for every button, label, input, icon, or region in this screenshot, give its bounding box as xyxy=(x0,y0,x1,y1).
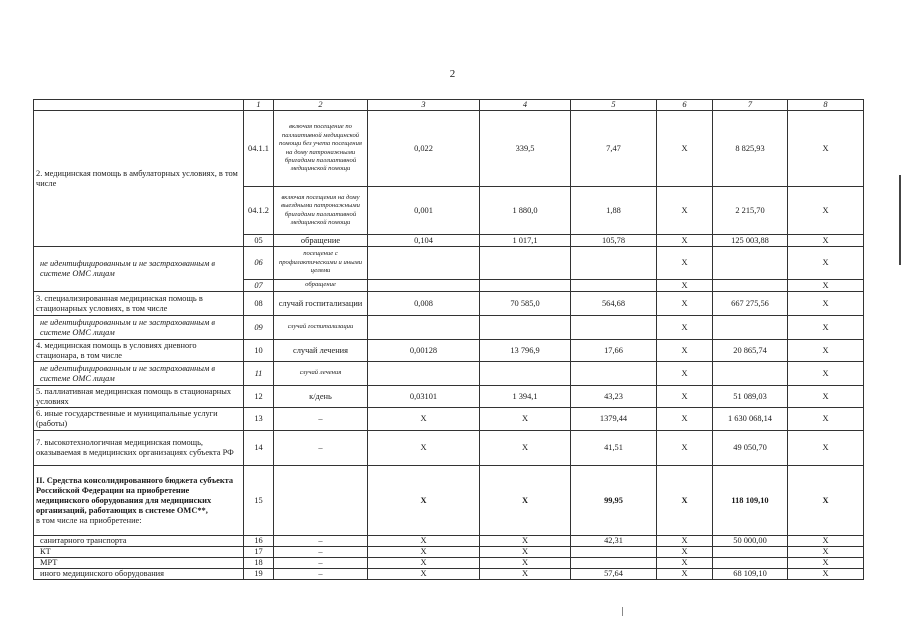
cell: Х xyxy=(368,431,480,466)
table-row xyxy=(34,536,864,547)
cell: Х xyxy=(788,280,864,292)
row-unit: – xyxy=(274,408,368,431)
table-row xyxy=(34,558,864,569)
table-row xyxy=(34,111,864,187)
row-label: санитарного транспорта xyxy=(34,536,244,547)
cell: 41,51 xyxy=(571,431,657,466)
row-code: 14 xyxy=(244,431,274,466)
cell: 1 394,1 xyxy=(480,386,571,408)
cell: Х xyxy=(788,247,864,280)
cell xyxy=(480,362,571,386)
row-code: 16 xyxy=(244,536,274,547)
cell: Х xyxy=(788,547,864,558)
cell: 20 865,74 xyxy=(713,340,788,362)
cell: Х xyxy=(657,187,713,235)
cell: Х xyxy=(657,408,713,431)
row-unit: случай лечения xyxy=(274,340,368,362)
cell: 50 000,00 xyxy=(713,536,788,547)
cell xyxy=(713,280,788,292)
cell: Х xyxy=(368,547,480,558)
row-unit: посещение с профилактическими и иными целями xyxy=(274,247,368,280)
cell: 0,03101 xyxy=(368,386,480,408)
cell xyxy=(571,280,657,292)
cell: 57,64 xyxy=(571,569,657,580)
cell: 118 109,10 xyxy=(713,466,788,536)
cell: Х xyxy=(788,431,864,466)
table-row xyxy=(34,408,864,431)
cell: Х xyxy=(368,408,480,431)
cell xyxy=(713,547,788,558)
section-subtitle: в том числе на приобретение: xyxy=(36,515,142,525)
cell: Х xyxy=(480,466,571,536)
cell: 564,68 xyxy=(571,292,657,316)
cell: 1379,44 xyxy=(571,408,657,431)
cell xyxy=(368,316,480,340)
cell: Х xyxy=(788,362,864,386)
row-unit: включая посещения на дому выездными патронажными бригадами паллиативной медицинской помощи xyxy=(274,187,368,235)
cell: 13 796,9 xyxy=(480,340,571,362)
cell: Х xyxy=(788,316,864,340)
table-row xyxy=(34,340,864,362)
cell: 0,008 xyxy=(368,292,480,316)
header-cell: 3 xyxy=(368,100,480,111)
cell: 0,104 xyxy=(368,235,480,247)
row-code: 18 xyxy=(244,558,274,569)
cell xyxy=(571,362,657,386)
cell xyxy=(713,362,788,386)
cell: Х xyxy=(788,558,864,569)
row-label: иного медицинского оборудования xyxy=(34,569,244,580)
cell: 105,78 xyxy=(571,235,657,247)
row-label: 7. высокотехнологичная медицинская помощь, оказываемая в медицинских организациях субъекта РФ xyxy=(34,431,244,466)
cell: Х xyxy=(480,408,571,431)
header-cell: 2 xyxy=(274,100,368,111)
cell: Х xyxy=(657,558,713,569)
row-code: 07 xyxy=(244,280,274,292)
cell: 0,001 xyxy=(368,187,480,235)
header-row xyxy=(34,100,864,111)
cell: 17,66 xyxy=(571,340,657,362)
cell: 42,31 xyxy=(571,536,657,547)
row-code: 10 xyxy=(244,340,274,362)
cell: 51 089,03 xyxy=(713,386,788,408)
cell: 1 017,1 xyxy=(480,235,571,247)
row-code: 19 xyxy=(244,569,274,580)
cell: 339,5 xyxy=(480,111,571,187)
page-number: 2 xyxy=(449,68,456,80)
cell: Х xyxy=(788,466,864,536)
table-row xyxy=(34,569,864,580)
cell: 43,23 xyxy=(571,386,657,408)
cell: Х xyxy=(657,536,713,547)
row-label xyxy=(34,466,244,536)
cell: 2 215,70 xyxy=(713,187,788,235)
row-label: 2. медицинская помощь в амбулаторных условиях, в том числе xyxy=(34,111,244,247)
cell xyxy=(368,362,480,386)
row-unit: к/день xyxy=(274,386,368,408)
cell: Х xyxy=(788,292,864,316)
cell: Х xyxy=(657,247,713,280)
cell xyxy=(480,316,571,340)
section-title: II. Средства консолидированного бюджета субъекта Российской Федерации на приобретение медицинского оборудования для медицинских организаций, работающих в системе ОМС**, xyxy=(36,475,234,515)
cell: Х xyxy=(788,340,864,362)
cell: Х xyxy=(657,292,713,316)
cell: 99,95 xyxy=(571,466,657,536)
row-unit: случай госпитализации xyxy=(274,292,368,316)
header-cell: 1 xyxy=(244,100,274,111)
table-row xyxy=(34,362,864,386)
cell xyxy=(480,280,571,292)
cell: 8 825,93 xyxy=(713,111,788,187)
cell xyxy=(368,247,480,280)
cell: Х xyxy=(657,280,713,292)
cell: 70 585,0 xyxy=(480,292,571,316)
cell: Х xyxy=(480,569,571,580)
row-label: 4. медицинская помощь в условиях дневного стационара, в том числе xyxy=(34,340,244,362)
row-code: 13 xyxy=(244,408,274,431)
cell: Х xyxy=(368,569,480,580)
row-unit: обращение xyxy=(274,280,368,292)
row-label: КТ xyxy=(34,547,244,558)
cell: Х xyxy=(480,431,571,466)
cell: Х xyxy=(788,187,864,235)
cell: Х xyxy=(657,466,713,536)
row-label: не идентифицированным и не застрахованным в системе ОМС лицам xyxy=(34,247,244,292)
cell: Х xyxy=(480,558,571,569)
row-code: 15 xyxy=(244,466,274,536)
row-code: 05 xyxy=(244,235,274,247)
row-code: 09 xyxy=(244,316,274,340)
header-cell: 8 xyxy=(788,100,864,111)
row-code: 06 xyxy=(244,247,274,280)
cell xyxy=(571,316,657,340)
row-label: 5. паллиативная медицинская помощь в стационарных условиях xyxy=(34,386,244,408)
cell: Х xyxy=(368,536,480,547)
row-code: 04.1.2 xyxy=(244,187,274,235)
cell xyxy=(368,280,480,292)
row-unit: – xyxy=(274,558,368,569)
cell: Х xyxy=(657,316,713,340)
table-row xyxy=(34,547,864,558)
table-row xyxy=(34,316,864,340)
cell xyxy=(571,547,657,558)
cell: Х xyxy=(657,111,713,187)
cell: 1 630 068,14 xyxy=(713,408,788,431)
row-code: 11 xyxy=(244,362,274,386)
row-unit: случай госпитализации xyxy=(274,316,368,340)
cell: Х xyxy=(657,547,713,558)
row-label: 6. иные государственные и муниципальные услуги (работы) xyxy=(34,408,244,431)
row-label: 3. специализированная медицинская помощь в стационарных условиях, в том числе xyxy=(34,292,244,316)
cell xyxy=(713,558,788,569)
cell: Х xyxy=(368,466,480,536)
row-label: не идентифицированным и не застрахованным в системе ОМС лицам xyxy=(34,362,244,386)
financing-table xyxy=(33,99,864,580)
row-unit: обращение xyxy=(274,235,368,247)
cell: 0,022 xyxy=(368,111,480,187)
cell: Х xyxy=(788,386,864,408)
row-unit: – xyxy=(274,547,368,558)
cell: Х xyxy=(657,362,713,386)
table-row xyxy=(34,466,864,536)
scan-artifact-mark xyxy=(622,607,623,616)
table-row xyxy=(34,292,864,316)
cell: Х xyxy=(480,547,571,558)
header-cell: 4 xyxy=(480,100,571,111)
row-unit: – xyxy=(274,536,368,547)
table-row xyxy=(34,247,864,280)
cell: Х xyxy=(788,569,864,580)
scan-edge-mark xyxy=(899,175,901,265)
cell xyxy=(571,247,657,280)
cell: Х xyxy=(657,431,713,466)
row-unit: – xyxy=(274,431,368,466)
cell: 49 050,70 xyxy=(713,431,788,466)
row-code: 08 xyxy=(244,292,274,316)
cell: 1,88 xyxy=(571,187,657,235)
cell: Х xyxy=(657,340,713,362)
cell: 667 275,56 xyxy=(713,292,788,316)
cell: 7,47 xyxy=(571,111,657,187)
row-code: 04.1.1 xyxy=(244,111,274,187)
row-code: 17 xyxy=(244,547,274,558)
header-cell xyxy=(34,100,244,111)
table-row xyxy=(34,431,864,466)
cell xyxy=(713,247,788,280)
cell: Х xyxy=(657,235,713,247)
cell: Х xyxy=(788,408,864,431)
row-unit: случай лечения xyxy=(274,362,368,386)
cell: Х xyxy=(788,235,864,247)
cell: Х xyxy=(788,536,864,547)
table-row xyxy=(34,386,864,408)
cell: Х xyxy=(368,558,480,569)
row-code: 12 xyxy=(244,386,274,408)
cell xyxy=(571,558,657,569)
cell: 68 109,10 xyxy=(713,569,788,580)
header-cell: 7 xyxy=(713,100,788,111)
row-label: МРТ xyxy=(34,558,244,569)
cell xyxy=(480,247,571,280)
cell: Х xyxy=(788,111,864,187)
cell xyxy=(713,316,788,340)
cell: Х xyxy=(657,569,713,580)
cell: Х xyxy=(657,386,713,408)
cell: Х xyxy=(480,536,571,547)
row-unit: включая посещение по паллиативной медицинской помощи без учета посещения на дому патронажными бригадами паллиативной медицинской помощи xyxy=(274,111,368,187)
cell: 0,00128 xyxy=(368,340,480,362)
cell: 1 880,0 xyxy=(480,187,571,235)
row-unit: – xyxy=(274,569,368,580)
header-cell: 5 xyxy=(571,100,657,111)
row-label: не идентифицированным и не застрахованным в системе ОМС лицам xyxy=(34,316,244,340)
header-cell: 6 xyxy=(657,100,713,111)
row-unit xyxy=(274,466,368,536)
cell: 125 003,88 xyxy=(713,235,788,247)
